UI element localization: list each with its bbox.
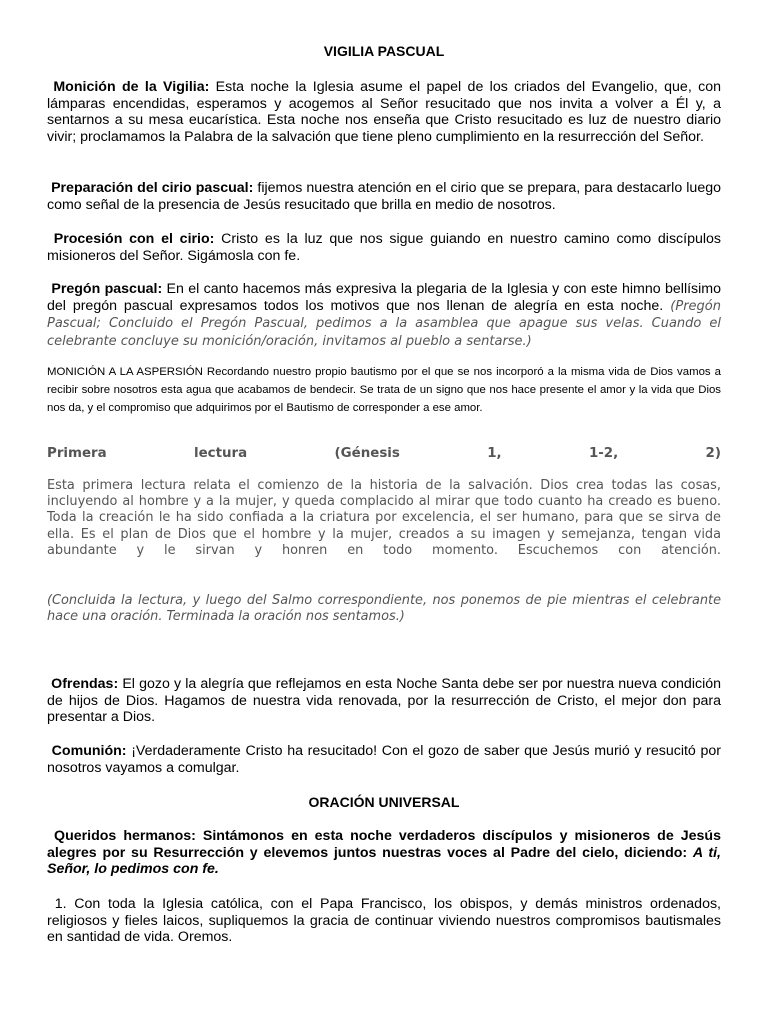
- page-title: VIGILIA PASCUAL: [323, 43, 445, 59]
- comunion-paragraph: [47, 743, 721, 776]
- procesion-label: Procesión con el cirio:: [53, 231, 215, 247]
- monicion-text: Esta noche la Iglesia asume el papel de los criados del Evangelio, que, con lámparas encendidas, esperamos y acogemos al Señor resucitado que nos invita a volver a Él y, a sentarnos a su mesa eucarística. Esta noche nos enseña que Cristo resucitado es luz de nuestro diario vivir; proclamamos la Palabra de la salvación que tiene pleno cumplimiento en la resurrección del Señor.: [47, 79, 721, 145]
- aspersion-paragraph: MONICIÓN A LA ASPERSIÓN Recordando nuestro propio bautismo por el que se nos incorporó a la misma vida de Dios vamos a recibir sobre nosotros esta agua que acabamos de bendecir. Se trata de un signo que nos hace presente el amor y la vida que Dios nos da, y el compromiso que adquirimos por el Bautismo de corresponder a ese amor.: [47, 366, 721, 414]
- oracion-intro-paragraph: [47, 828, 721, 878]
- preparacion-label: Preparación del cirio pascual:: [51, 180, 254, 196]
- procesion-paragraph: [47, 231, 721, 264]
- ofrendas-text: El gozo y la alegría que reflejamos en esta Noche Santa debe ser por nuestra nueva condición de hijos de Dios. Hagamos de nuestra vida renovada, por la resurrección de Cristo, el mejor don para presentar a Dios.: [47, 676, 721, 725]
- heading-word: lectura: [194, 446, 248, 461]
- ofrendas-label: Ofrendas:: [51, 676, 119, 692]
- peticion-1-paragraph: [47, 896, 721, 946]
- oracion-intro-text: Queridos hermanos: Sintámonos en esta noche verdaderos discípulos y misioneros de Jesús alegres por su Resurrección y elevemos juntos nuestras voces al Padre del cielo, diciendo:: [47, 828, 721, 861]
- primera-lectura-text: Esta primera lectura relata el comienzo de la historia de la salvación. Dios crea todas las cosas, incluyendo al hombre y a la mujer, y queda complacido al mirar que todo cuanto ha creado es bueno. Toda la creación le ha sido confiada a la criatura por excelencia, el ser humano, para que se sirva de ella. Es el plan de Dios que el hombre y la mujer, creados a su imagen y semejanza, tengan vida abundante y le sirvan y honren en todo momento. Escuchemos con atención.: [47, 478, 721, 558]
- pregon-note: (Pregón Pascual; Concluido el Pregón Pascual, pedimos a la asamblea que apague sus velas. Cuando el celebrante concluye su monición/oración, invitamos al pueblo a sentarse.): [47, 298, 721, 349]
- heading-word: Primera: [47, 446, 107, 461]
- heading-word: 2): [705, 446, 721, 461]
- monicion-paragraph: [47, 79, 721, 145]
- monicion-label: Monición de la Vigilia:: [53, 79, 210, 95]
- pregon-paragraph: [47, 281, 721, 350]
- oracion-universal-title: ORACIÓN UNIVERSAL: [308, 794, 460, 810]
- oracion-response: A ti, Señor, lo pedimos con fe.: [47, 844, 721, 877]
- heading-word: (Génesis: [334, 446, 400, 461]
- peticion-1-text: 1. Con toda la Iglesia católica, con el Papa Francisco, los obispos, y demás ministros ordenados, religiosos y fieles laicos, supliquemos la gracia de continuar viviendo nuestros compromisos bautismales en santidad de vida. Oremos.: [47, 896, 722, 945]
- pregon-label: Pregón pascual:: [51, 281, 163, 297]
- comunion-text: ¡Verdaderamente Cristo ha resucitado! Con el gozo de saber que Jesús murió y resucitó por nosotros vayamos a comulgar.: [47, 743, 721, 776]
- pregon-text: En el canto hacemos más expresiva la plegaria de la Iglesia y con este himno bellísimo del pregón pascual expresamos todos los motivos que nos llenan de alegría en esta noche.: [47, 281, 721, 314]
- primera-lectura-note: (Concluida la lectura, y luego del Salmo correspondiente, nos ponemos de pie mientras el celebrante hace una oración. Terminada la oración nos sentamos.): [47, 593, 721, 625]
- ofrendas-paragraph: [47, 676, 721, 726]
- heading-word: 1-2,: [588, 446, 619, 461]
- preparacion-paragraph: [47, 180, 721, 213]
- comunion-label: Comunión:: [51, 743, 127, 759]
- primera-lectura-heading: [47, 446, 721, 461]
- preparacion-text: fijemos nuestra atención en el cirio que se prepara, para destacarlo luego como señal de la presencia de Jesús resucitado que brilla en medio de nosotros.: [47, 180, 721, 213]
- heading-word: 1,: [487, 446, 502, 461]
- procesion-text: Cristo es la luz que nos sigue guiando en nuestro camino como discípulos misioneros del Señor. Sigámosla con fe.: [47, 231, 721, 264]
